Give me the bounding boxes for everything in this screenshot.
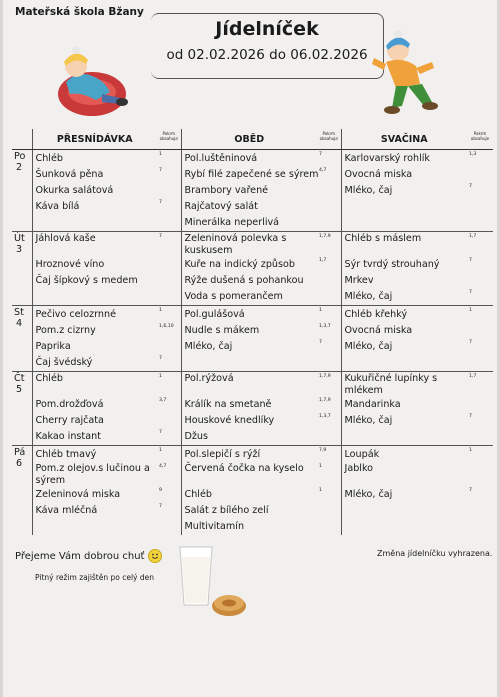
breakfast-allergens: 7	[159, 200, 162, 205]
day-cell	[12, 150, 32, 232]
lunch-allergens: 1,7,9	[319, 398, 331, 403]
snack-allergens	[467, 199, 493, 215]
snack-item: Mléko, čaj	[344, 341, 393, 352]
lunch-item: Džus	[184, 431, 209, 442]
day-cell	[12, 232, 32, 306]
lunch-cell	[181, 232, 317, 306]
breakfast-item: Paprika	[35, 341, 71, 352]
lunch-allergen-cell	[317, 150, 341, 232]
breakfast-item: Káva mléčná	[35, 505, 98, 516]
drinking-note: Pitný režim zajištěn po celý den	[35, 573, 155, 582]
lunch-allergens: 7	[319, 340, 322, 345]
breakfast-item: Čaj švédský	[35, 357, 93, 368]
menu-table	[12, 129, 493, 535]
day-row	[12, 446, 493, 536]
lunch-allergen-cell	[317, 372, 341, 446]
day-header	[12, 129, 32, 150]
snack-allergens: 7	[469, 258, 472, 263]
day-name: Út	[14, 233, 25, 244]
snack-cell	[341, 150, 467, 232]
breakfast-cell	[32, 372, 157, 446]
snack-allergens: 1,7	[469, 374, 477, 379]
lunch-item: Pol.gulášová	[184, 309, 245, 320]
breakfast-item: Pom.z olejov.s lučinou a sýrem	[35, 463, 150, 486]
day-number: 5	[16, 384, 23, 395]
page-title: Jídelníček	[215, 18, 319, 40]
lunch-item: Pol.slepičí s rýží	[184, 449, 261, 460]
snack-cell	[341, 306, 467, 372]
lunch-allergens	[317, 199, 341, 215]
wish-label: Přejeme Vám dobrou chuť	[15, 551, 145, 562]
day-cell	[12, 372, 32, 446]
snack-item: Mandarinka	[344, 399, 401, 410]
snack-allergens	[467, 463, 493, 487]
breakfast-item: Čaj šípkový s medem	[35, 275, 138, 286]
allergen-header: Pokrm obsahuje	[467, 129, 493, 150]
snack-allergens	[467, 273, 493, 289]
snack-allergen-cell	[467, 232, 493, 306]
change-note: Změna jídelníčku vyhrazena.	[377, 549, 493, 558]
breakfast-item: Jáhlová kaše	[35, 233, 96, 244]
snack-item	[342, 355, 468, 371]
breakfast-item: Chléb	[35, 153, 63, 164]
lunch-item: Salát z bílého zelí	[184, 505, 269, 516]
day-row	[12, 232, 493, 306]
snack-allergens	[467, 519, 493, 535]
breakfast-item: Okurka salátová	[35, 185, 114, 196]
allergen-header: Pokrm obsahuje	[157, 129, 181, 150]
breakfast-item: Pečivo celozrnné	[35, 309, 116, 320]
cookie-icon	[210, 590, 248, 622]
breakfast-allergens: 1	[159, 152, 162, 157]
lunch-allergens: 1,7,9	[319, 374, 331, 379]
lunch-allergen-cell	[317, 232, 341, 306]
lunch-allergen-cell	[317, 306, 341, 372]
lunch-item: Voda s pomerančem	[184, 291, 283, 302]
snack-cell	[341, 232, 467, 306]
breakfast-allergens	[157, 273, 181, 289]
snack-allergens: 1,3	[469, 152, 477, 157]
breakfast-allergens	[157, 413, 181, 429]
day-row	[12, 150, 493, 232]
snack-allergens	[467, 397, 493, 413]
lunch-allergens: 1,7,9	[319, 234, 331, 239]
lunch-item: Pol.rýžová	[184, 373, 234, 384]
day-cell	[12, 446, 32, 536]
breakfast-item: Chléb tmavý	[35, 449, 97, 460]
breakfast-item: Hroznové víno	[35, 259, 105, 270]
snack-item	[342, 429, 468, 445]
day-number: 3	[16, 244, 23, 255]
snack-item	[342, 503, 468, 519]
breakfast-allergens: 1,6,10	[159, 324, 174, 329]
snack-item: Mléko, čaj	[344, 291, 393, 302]
breakfast-allergens	[157, 183, 181, 199]
snack-item: Jablko	[344, 463, 374, 474]
snack-item: Ovocná miska	[344, 169, 413, 180]
day-number: 6	[16, 458, 23, 469]
breakfast-cell	[32, 446, 157, 536]
lunch-header: OBĚD	[181, 129, 317, 150]
breakfast-allergens	[157, 215, 181, 231]
breakfast-allergen-cell	[157, 446, 181, 536]
snack-allergens	[467, 215, 493, 231]
snack-item: Ovocná miska	[344, 325, 413, 336]
breakfast-allergens: 9	[159, 488, 162, 493]
lunch-allergens: 1	[319, 488, 322, 493]
snack-item: Karlovarský rohlík	[344, 153, 430, 164]
lunch-allergens	[317, 503, 341, 519]
snack-allergens: 7	[469, 488, 472, 493]
day-name: Po	[14, 151, 26, 162]
lunch-item: Rajčatový salát	[184, 201, 258, 212]
lunch-item: Nudle s mákem	[184, 325, 260, 336]
breakfast-cell	[32, 150, 157, 232]
breakfast-item: Kakao instant	[35, 431, 101, 442]
day-row	[12, 306, 493, 372]
lunch-allergens: 7,9	[319, 448, 327, 453]
lunch-item: Rybí filé zapečené se sýrem	[184, 169, 319, 180]
snack-allergens: 7	[469, 290, 472, 295]
snack-allergens: 1	[469, 308, 472, 313]
breakfast-allergens	[157, 339, 181, 355]
lunch-allergens: 1,7	[319, 258, 327, 263]
lunch-item: Minerálka neperlivá	[184, 217, 280, 228]
wish-text	[15, 549, 162, 563]
snack-allergen-cell	[467, 150, 493, 232]
day-name: Čt	[14, 373, 25, 384]
breakfast-item	[33, 519, 158, 535]
breakfast-allergens	[157, 257, 181, 273]
lunch-item	[182, 355, 318, 371]
snack-item: Kukuřičné lupínky s mlékem	[344, 373, 438, 396]
breakfast-allergen-cell	[157, 150, 181, 232]
snack-allergen-cell	[467, 306, 493, 372]
snack-allergens	[467, 167, 493, 183]
snack-allergens: 7	[469, 340, 472, 345]
day-cell	[12, 306, 32, 372]
breakfast-allergens: 7	[159, 356, 162, 361]
lunch-allergens	[317, 273, 341, 289]
breakfast-item: Pom.drožďová	[35, 399, 104, 410]
day-number: 4	[16, 318, 23, 329]
snack-item: Mléko, čaj	[344, 415, 393, 426]
lunch-allergens: 1	[319, 464, 322, 469]
lunch-item: Zeleninová polevka s kuskusem	[184, 233, 287, 256]
snack-allergens: 7	[469, 414, 472, 419]
snack-allergen-cell	[467, 372, 493, 446]
breakfast-allergens: 1	[159, 448, 162, 453]
lunch-allergens: 4,7	[319, 168, 327, 173]
breakfast-allergens: 1	[159, 374, 162, 379]
lunch-cell	[181, 372, 317, 446]
breakfast-item: Šunková pěna	[35, 169, 104, 180]
snack-allergen-cell	[467, 446, 493, 536]
breakfast-allergens: 7	[159, 430, 162, 435]
day-name: Pá	[14, 447, 26, 458]
lunch-item: Mléko, čaj	[184, 341, 233, 352]
lunch-allergens: 1,3,7	[319, 414, 331, 419]
breakfast-item: Cherry rajčata	[35, 415, 104, 426]
breakfast-allergen-cell	[157, 232, 181, 306]
school-name: Mateřská škola Bžany	[15, 6, 144, 18]
day-number: 2	[16, 162, 23, 173]
child-playing-illustration	[368, 28, 442, 132]
lunch-allergens	[317, 355, 341, 371]
snack-item: Chléb s máslem	[344, 233, 422, 244]
lunch-cell	[181, 306, 317, 372]
smiley-icon	[148, 549, 162, 563]
lunch-item: Brambory vařené	[184, 185, 269, 196]
snack-item	[342, 215, 468, 231]
snack-item: Mléko, čaj	[344, 185, 393, 196]
breakfast-allergens	[157, 519, 181, 535]
day-row	[12, 372, 493, 446]
lunch-item: Pol.luštěninová	[184, 153, 258, 164]
snack-item	[342, 199, 468, 215]
day-name: St	[14, 307, 24, 318]
snack-item: Chléb křehký	[344, 309, 408, 320]
breakfast-header: PŘESNÍDÁVKA	[32, 129, 157, 150]
table-header	[12, 129, 493, 150]
lunch-item: Houskové knedlíky	[184, 415, 275, 426]
allergen-header: Pokrm obsahuje	[317, 129, 341, 150]
snack-allergens: 7	[469, 184, 472, 189]
breakfast-allergens: 7	[159, 234, 162, 239]
snack-item: Mléko, čaj	[344, 489, 393, 500]
lunch-item: Červená čočka na kyselo	[184, 463, 304, 474]
breakfast-allergens: 7	[159, 504, 162, 509]
breakfast-cell	[32, 232, 157, 306]
snack-item: Sýr tvrdý strouhaný	[344, 259, 440, 270]
lunch-item: Multivitamín	[184, 521, 245, 532]
snack-cell	[341, 372, 467, 446]
lunch-allergens	[317, 519, 341, 535]
snack-item: Loupák	[344, 449, 380, 460]
lunch-allergens	[317, 289, 341, 305]
child-sledding-illustration	[48, 42, 132, 124]
breakfast-allergen-cell	[157, 372, 181, 446]
snack-item: Mrkev	[344, 275, 374, 286]
lunch-allergens: 1	[319, 308, 322, 313]
lunch-item: Králík na smetaně	[184, 399, 272, 410]
breakfast-allergens: 1	[159, 308, 162, 313]
breakfast-allergens: 7	[159, 168, 162, 173]
breakfast-allergens	[157, 289, 181, 305]
snack-item	[342, 519, 468, 535]
lunch-allergens	[317, 429, 341, 445]
breakfast-item: Káva bílá	[35, 201, 80, 212]
snack-allergens	[467, 429, 493, 445]
snack-allergens	[467, 503, 493, 519]
lunch-item: Rýže dušená s pohankou	[184, 275, 304, 286]
lunch-allergens	[317, 215, 341, 231]
lunch-cell	[181, 446, 317, 536]
snack-allergens	[467, 323, 493, 339]
breakfast-allergens: 3,7	[159, 398, 167, 403]
snack-header: SVAČINA	[341, 129, 467, 150]
breakfast-cell	[32, 306, 157, 372]
breakfast-allergen-cell	[157, 306, 181, 372]
snack-allergens	[467, 355, 493, 371]
lunch-item: Kuře na indický způsob	[184, 259, 295, 270]
breakfast-allergens: 4,7	[159, 464, 167, 469]
lunch-item: Chléb	[184, 489, 212, 500]
date-range: od 02.02.2026 do 06.02.2026	[166, 47, 368, 63]
breakfast-item	[33, 215, 158, 231]
snack-allergens: 1,7	[469, 234, 477, 239]
breakfast-item: Zeleninová miska	[35, 489, 121, 500]
lunch-allergens	[317, 183, 341, 199]
lunch-allergen-cell	[317, 446, 341, 536]
lunch-cell	[181, 150, 317, 232]
breakfast-item: Pom.z cizrny	[35, 325, 96, 336]
breakfast-item	[33, 289, 158, 305]
breakfast-item: Chléb	[35, 373, 63, 384]
lunch-allergens: 7	[319, 152, 322, 157]
milk-glass-icon	[178, 545, 214, 611]
snack-allergens: 1	[469, 448, 472, 453]
snack-cell	[341, 446, 467, 536]
lunch-allergens: 1,3,7	[319, 324, 331, 329]
